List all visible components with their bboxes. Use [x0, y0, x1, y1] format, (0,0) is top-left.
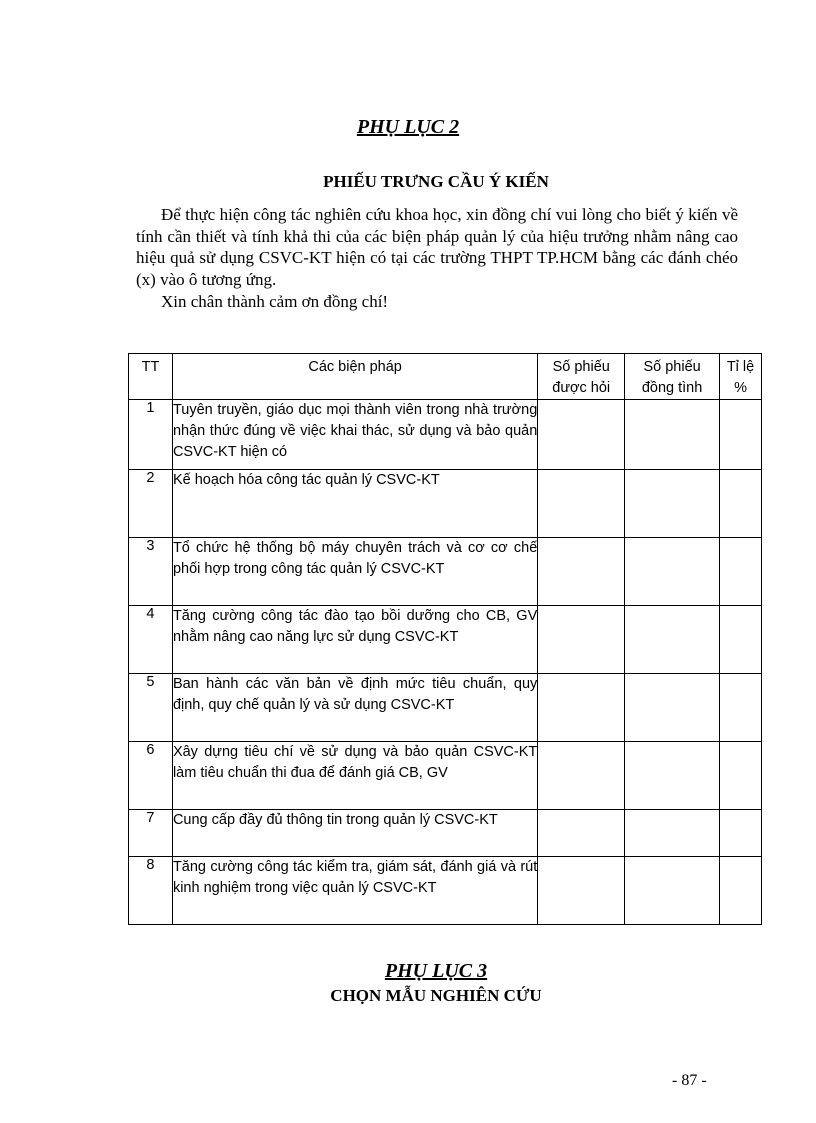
- row-number: 1: [129, 400, 173, 470]
- row-number: 8: [129, 857, 173, 925]
- research-sample-title: CHỌN MẪU NGHIÊN CỨU: [330, 986, 542, 1005]
- ratio-cell[interactable]: [720, 606, 762, 674]
- intro-text: Để thực hiện công tác nghiên cứu khoa học, xin đồng chí vui lòng cho biết ý kiến về tính cần thiết và tính khả thi của các biện pháp quản lý của hiệu trưởng nhằm nâng cao hiệu quả sử dụng CSVC-KT hiện có tại các trường THPT TP.HCM bằng các đánh chéo (x) vào ô tương ứng.: [136, 205, 738, 289]
- header-agree: [625, 354, 720, 400]
- table-row: [129, 606, 762, 674]
- measure-text: Cung cấp đầy đủ thông tin trong quản lý CSVC-KT: [172, 810, 537, 857]
- asked-cell[interactable]: [538, 742, 625, 810]
- appendix-2-title: PHỤ LỤC 2: [356, 116, 460, 138]
- agree-cell[interactable]: [625, 538, 720, 606]
- measure-text: Xây dựng tiêu chí về sử dụng và bảo quản CSVC-KT làm tiêu chuẩn thi đua để đánh giá CB, GV: [172, 742, 537, 810]
- table-row: [129, 810, 762, 857]
- header-ratio-line1: Tỉ lệ: [726, 359, 755, 375]
- ratio-cell[interactable]: [720, 674, 762, 742]
- agree-cell[interactable]: [625, 606, 720, 674]
- agree-cell[interactable]: [625, 470, 720, 538]
- ratio-cell[interactable]: [720, 400, 762, 470]
- row-number: 4: [129, 606, 173, 674]
- row-number: 6: [129, 742, 173, 810]
- table-row: [129, 742, 762, 810]
- agree-cell[interactable]: [625, 400, 720, 470]
- asked-cell[interactable]: [538, 810, 625, 857]
- measure-text: Tăng cường công tác kiểm tra, giám sát, đánh giá và rút kinh nghiệm trong việc quản lý CSVC-KT: [172, 857, 537, 925]
- ratio-cell[interactable]: [720, 857, 762, 925]
- table-row: [129, 400, 762, 470]
- measure-text: Tổ chức hệ thống bộ máy chuyên trách và cơ cơ chế phối hợp trong công tác quản lý CSVC-KT: [172, 538, 537, 606]
- table-row: [129, 470, 762, 538]
- measure-text: Ban hành các văn bản về định mức tiêu chuẩn, quy định, quy chế quản lý và sử dụng CSVC-KT: [172, 674, 537, 742]
- measure-text: Tuyên truyền, giáo dục mọi thành viên trong nhà trường nhận thức đúng về việc khai thác, sử dụng và bảo quản CSVC-KT hiện có: [172, 400, 537, 470]
- asked-cell[interactable]: [538, 857, 625, 925]
- table-header-row: [129, 354, 762, 400]
- asked-cell[interactable]: [538, 400, 625, 470]
- thanks-line: Xin chân thành cảm ơn đồng chí!: [161, 292, 389, 311]
- row-number: 5: [129, 674, 173, 742]
- survey-title: PHIẾU TRƯNG CẦU Ý KIẾN: [323, 172, 549, 191]
- ratio-cell[interactable]: [720, 538, 762, 606]
- header-tt: TT: [129, 354, 173, 400]
- header-agree-line2: đồng tình: [641, 380, 703, 396]
- asked-cell[interactable]: [538, 538, 625, 606]
- ratio-cell[interactable]: [720, 742, 762, 810]
- measure-text: Kế hoạch hóa công tác quản lý CSVC-KT: [172, 470, 537, 538]
- asked-cell[interactable]: [538, 674, 625, 742]
- survey-table: [128, 353, 762, 925]
- asked-cell[interactable]: [538, 606, 625, 674]
- agree-cell[interactable]: [625, 857, 720, 925]
- intro-paragraph: [136, 204, 738, 290]
- page-number: - 87 -: [672, 1072, 707, 1089]
- table-row: [129, 857, 762, 925]
- appendix-3-title: PHỤ LỤC 3: [384, 960, 488, 982]
- agree-cell[interactable]: [625, 674, 720, 742]
- header-ratio: [720, 354, 762, 400]
- asked-cell[interactable]: [538, 470, 625, 538]
- row-number: 2: [129, 470, 173, 538]
- agree-cell[interactable]: [625, 742, 720, 810]
- header-agree-line1: Số phiếu: [643, 359, 701, 375]
- header-asked-line2: được hỏi: [552, 380, 611, 396]
- ratio-cell[interactable]: [720, 470, 762, 538]
- header-asked: [538, 354, 625, 400]
- row-number: 3: [129, 538, 173, 606]
- table-row: [129, 538, 762, 606]
- agree-cell[interactable]: [625, 810, 720, 857]
- header-ratio-line2: %: [734, 380, 747, 396]
- header-measures: Các biện pháp: [172, 354, 537, 400]
- table-row: [129, 674, 762, 742]
- row-number: 7: [129, 810, 173, 857]
- header-asked-line1: Số phiếu: [552, 359, 610, 375]
- measure-text: Tăng cường công tác đào tạo bồi dưỡng cho CB, GV nhằm nâng cao năng lực sử dụng CSVC-KT: [172, 606, 537, 674]
- ratio-cell[interactable]: [720, 810, 762, 857]
